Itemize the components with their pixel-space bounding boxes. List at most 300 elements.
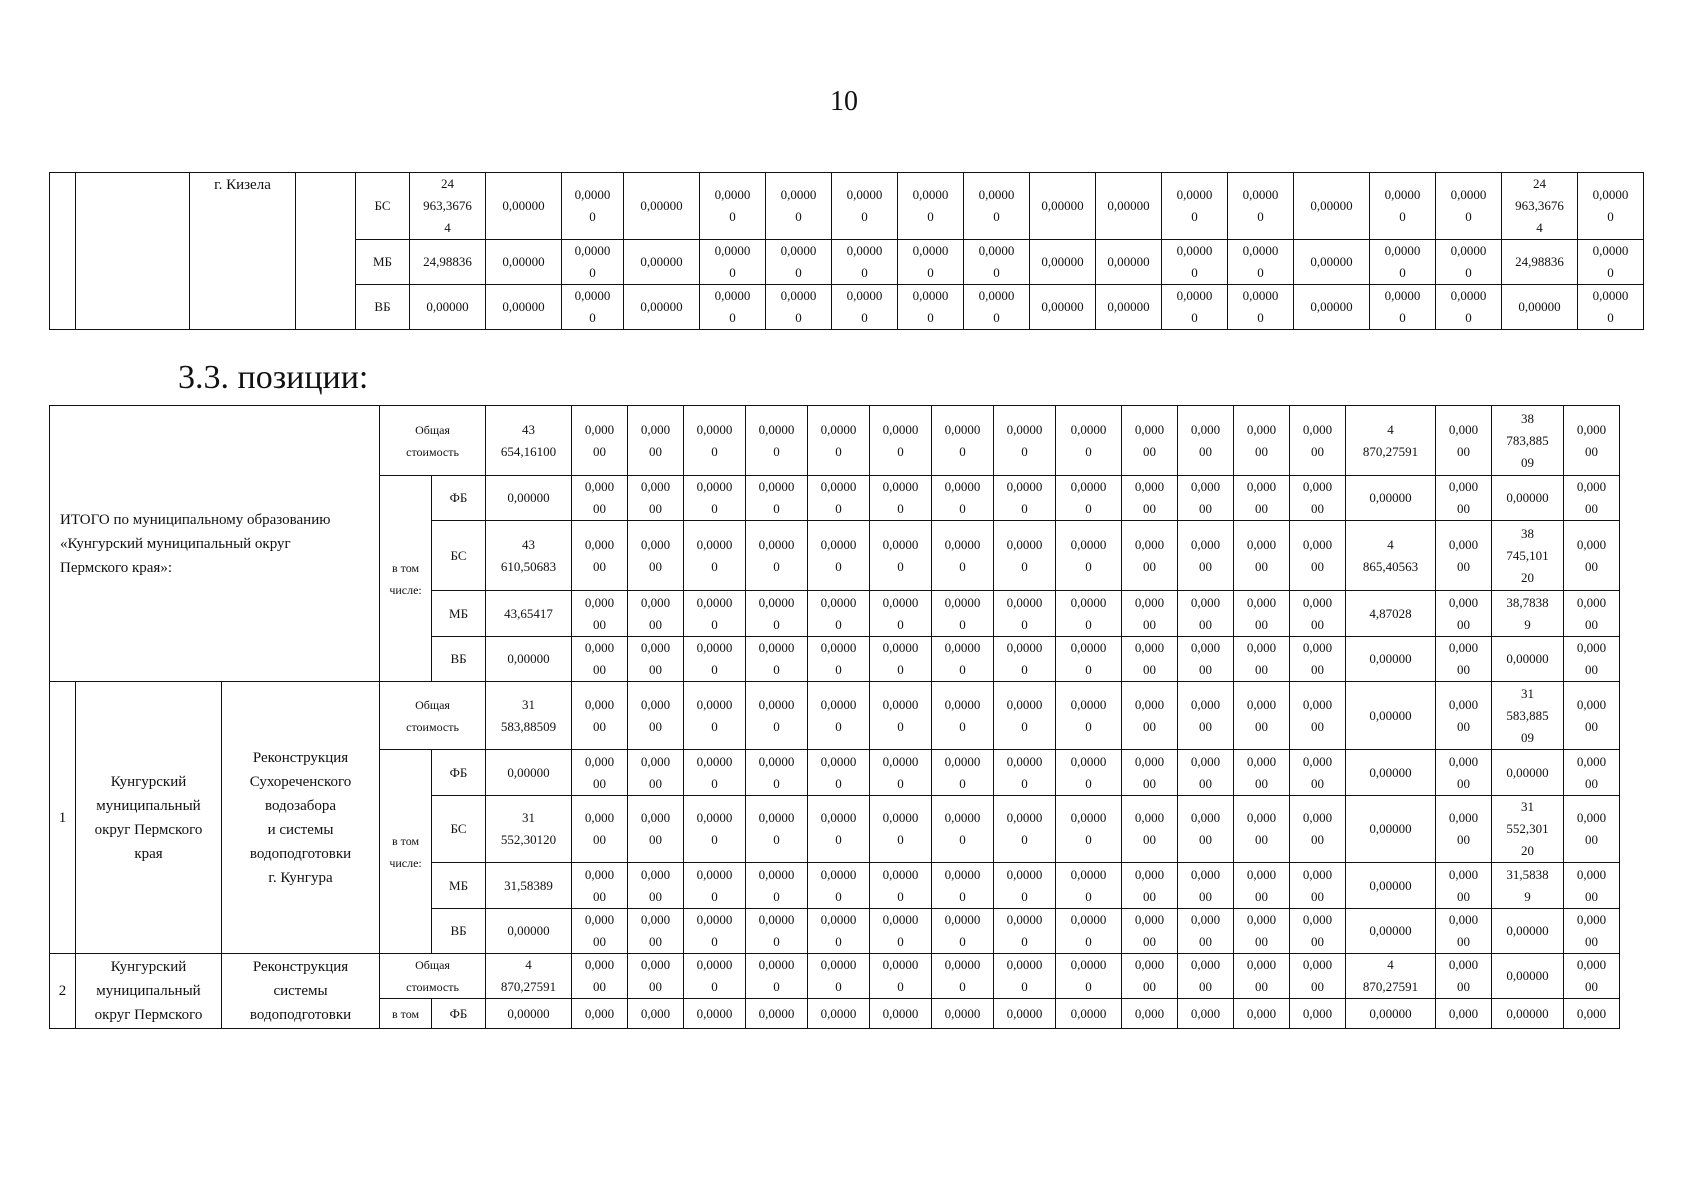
- value-cell: 0,0000 0: [994, 521, 1056, 591]
- value-cell: 0,000 00: [1234, 637, 1290, 682]
- value-cell: 0,00000: [1492, 954, 1564, 999]
- value-cell: 0,00000: [1346, 682, 1436, 750]
- value-cell: 0,000 00: [628, 406, 684, 476]
- value-cell: 0,000 00: [628, 909, 684, 954]
- value-cell: 0,0000 0: [994, 591, 1056, 637]
- value-cell: 0,000 00: [628, 796, 684, 863]
- value-cell: 0,000 00: [1290, 521, 1346, 591]
- value-cell: 0,0000 0: [746, 750, 808, 796]
- value-cell: 0,000 00: [1436, 909, 1492, 954]
- owner-name: Кунгурский муниципальный округ Пермского: [76, 954, 222, 1029]
- value-cell: 0,000 00: [1234, 796, 1290, 863]
- value-cell: 31 552,30120: [486, 796, 572, 863]
- value-cell: 0,0000 0: [1056, 406, 1122, 476]
- value-cell: 0,000 00: [1564, 954, 1620, 999]
- value-cell: 0,000 00: [1122, 521, 1178, 591]
- source-label: БС: [432, 796, 486, 863]
- source-label: МБ: [356, 240, 410, 285]
- value-cell: 0,0000 0: [808, 750, 870, 796]
- value-cell: 0,00000: [486, 240, 562, 285]
- value-cell: 0,0000: [746, 999, 808, 1029]
- value-cell: 0,000 00: [1436, 637, 1492, 682]
- value-cell: 0,0000 0: [964, 240, 1030, 285]
- value-cell: 0,0000 0: [932, 796, 994, 863]
- value-cell: 0,0000 0: [746, 796, 808, 863]
- value-cell: 31 583,88509: [486, 682, 572, 750]
- value-cell: 43 654,16100: [486, 406, 572, 476]
- value-cell: 0,0000 0: [994, 796, 1056, 863]
- value-cell: 0,0000 0: [684, 863, 746, 909]
- value-cell: 0,000 00: [572, 637, 628, 682]
- value-cell: 0,000 00: [1564, 750, 1620, 796]
- value-cell: 0,0000 0: [1056, 909, 1122, 954]
- value-cell: 0,0000 0: [808, 591, 870, 637]
- value-cell: 0,0000 0: [684, 750, 746, 796]
- value-cell: 0,0000 0: [1056, 476, 1122, 521]
- value-cell: 0,000 00: [1436, 521, 1492, 591]
- value-cell: 0,000 00: [1178, 954, 1234, 999]
- value-cell: 31,5838 9: [1492, 863, 1564, 909]
- value-cell: 0,000: [1122, 999, 1178, 1029]
- value-cell: 0,0000 0: [994, 682, 1056, 750]
- value-cell: 0,0000 0: [898, 240, 964, 285]
- value-cell: 0,0000 0: [684, 591, 746, 637]
- value-cell: 0,0000 0: [808, 406, 870, 476]
- value-cell: 0,0000 0: [1056, 796, 1122, 863]
- value-cell: 0,00000: [1346, 750, 1436, 796]
- value-cell: 0,0000 0: [684, 637, 746, 682]
- value-cell: 0,0000 0: [746, 637, 808, 682]
- value-cell: 0,0000 0: [1056, 750, 1122, 796]
- value-cell: 0,0000 0: [1370, 240, 1436, 285]
- value-cell: 0,0000 0: [964, 173, 1030, 240]
- value-cell: 0,0000 0: [746, 682, 808, 750]
- value-cell: 0,0000 0: [1056, 682, 1122, 750]
- value-cell: 0,00000: [1030, 240, 1096, 285]
- value-cell: 0,000 00: [1234, 406, 1290, 476]
- value-cell: 0,0000 0: [932, 954, 994, 999]
- value-cell: 0,0000 0: [746, 406, 808, 476]
- value-cell: 0,000 00: [1178, 406, 1234, 476]
- value-cell: 0,000 00: [1290, 909, 1346, 954]
- value-cell: 4 865,40563: [1346, 521, 1436, 591]
- value-cell: 0,0000 0: [808, 521, 870, 591]
- table-row: [50, 682, 1620, 750]
- value-cell: 0,00000: [486, 909, 572, 954]
- value-cell: 0,000 00: [1178, 909, 1234, 954]
- value-cell: 0,000 00: [1436, 954, 1492, 999]
- total-cost-label: Общая стоимость: [380, 954, 486, 999]
- value-cell: 0,000 00: [572, 909, 628, 954]
- table-row: [50, 173, 1644, 240]
- value-cell: 0,00000: [1492, 999, 1564, 1029]
- value-cell: 0,00000: [1492, 637, 1564, 682]
- value-cell: 0,0000 0: [808, 909, 870, 954]
- value-cell: 38 745,101 20: [1492, 521, 1564, 591]
- value-cell: 0,000 00: [1290, 750, 1346, 796]
- value-cell: 0,0000 0: [994, 476, 1056, 521]
- value-cell: 0,000 00: [1436, 863, 1492, 909]
- source-label: ВБ: [356, 285, 410, 330]
- value-cell: 0,0000 0: [684, 909, 746, 954]
- value-cell: 0,0000 0: [932, 476, 994, 521]
- value-cell: 0,00000: [1030, 173, 1096, 240]
- value-cell: 0,000 00: [1178, 591, 1234, 637]
- value-cell: 0,0000: [932, 999, 994, 1029]
- value-cell: 0,000: [572, 999, 628, 1029]
- value-cell: 0,000 00: [572, 796, 628, 863]
- value-cell: 0,000 00: [1436, 476, 1492, 521]
- value-cell: 0,00000: [1294, 285, 1370, 330]
- value-cell: 0,000 00: [628, 954, 684, 999]
- source-label: БС: [432, 521, 486, 591]
- value-cell: 0,0000 0: [1228, 173, 1294, 240]
- value-cell: 0,0000 0: [684, 476, 746, 521]
- value-cell: 43,65417: [486, 591, 572, 637]
- value-cell: 0,000 00: [1234, 954, 1290, 999]
- value-cell: 0,0000: [870, 999, 932, 1029]
- value-cell: 0,000 00: [572, 954, 628, 999]
- value-cell: 38,7838 9: [1492, 591, 1564, 637]
- value-cell: 0,0000 0: [766, 173, 832, 240]
- value-cell: 0,000 00: [572, 521, 628, 591]
- value-cell: 0,000 00: [628, 750, 684, 796]
- value-cell: 0,000 00: [1436, 682, 1492, 750]
- value-cell: 0,0000 0: [766, 285, 832, 330]
- source-label: ФБ: [432, 999, 486, 1029]
- value-cell: 0,000: [1436, 999, 1492, 1029]
- value-cell: 0,00000: [486, 637, 572, 682]
- value-cell: 43 610,50683: [486, 521, 572, 591]
- value-cell: 0,0000 0: [684, 406, 746, 476]
- value-cell: 0,00000: [486, 999, 572, 1029]
- value-cell: 0,0000 0: [1578, 240, 1644, 285]
- section-heading: 3.3. позиции:: [178, 359, 369, 396]
- value-cell: 0,00000: [1294, 240, 1370, 285]
- value-cell: 0,0000 0: [898, 285, 964, 330]
- value-cell: 0,0000 0: [870, 954, 932, 999]
- value-cell: 0,000 00: [1122, 750, 1178, 796]
- value-cell: 0,0000 0: [994, 909, 1056, 954]
- value-cell: 0,0000 0: [870, 476, 932, 521]
- value-cell: 0,000 00: [628, 476, 684, 521]
- value-cell: 0,000 00: [1290, 863, 1346, 909]
- value-cell: 0,00000: [1502, 285, 1578, 330]
- blank-cell: [76, 173, 190, 330]
- value-cell: 0,00000: [1096, 240, 1162, 285]
- value-cell: 0,0000 0: [808, 637, 870, 682]
- value-cell: 0,000 00: [1122, 682, 1178, 750]
- value-cell: 0,0000 0: [870, 591, 932, 637]
- value-cell: 0,00000: [1346, 909, 1436, 954]
- value-cell: 0,0000 0: [684, 521, 746, 591]
- source-label: МБ: [432, 591, 486, 637]
- value-cell: 0,00000: [1030, 285, 1096, 330]
- value-cell: 0,0000: [808, 999, 870, 1029]
- value-cell: 0,00000: [1492, 750, 1564, 796]
- value-cell: 4 870,27591: [1346, 954, 1436, 999]
- value-cell: 0,0000 0: [684, 682, 746, 750]
- value-cell: 0,000 00: [1234, 476, 1290, 521]
- value-cell: 0,000 00: [1436, 796, 1492, 863]
- value-cell: 0,0000 0: [870, 682, 932, 750]
- value-cell: 0,00000: [1346, 796, 1436, 863]
- value-cell: 0,000 00: [1564, 521, 1620, 591]
- value-cell: 0,000 00: [1564, 682, 1620, 750]
- value-cell: 0,0000 0: [1436, 285, 1502, 330]
- source-label: МБ: [432, 863, 486, 909]
- value-cell: 0,0000 0: [1056, 954, 1122, 999]
- value-cell: 0,000 00: [1178, 682, 1234, 750]
- value-cell: 0,0000 0: [684, 796, 746, 863]
- value-cell: 0,0000 0: [1162, 285, 1228, 330]
- page-number: 10: [830, 86, 858, 117]
- value-cell: 0,000 00: [1122, 796, 1178, 863]
- value-cell: 0,000 00: [628, 591, 684, 637]
- value-cell: 24,98836: [410, 240, 486, 285]
- value-cell: 0,00000: [1346, 476, 1436, 521]
- value-cell: 0,0000 0: [994, 406, 1056, 476]
- value-cell: 0,000 00: [1290, 591, 1346, 637]
- value-cell: 0,000 00: [1564, 637, 1620, 682]
- value-cell: 0,00000: [1346, 637, 1436, 682]
- object-name: Реконструкция Сухореченского водозабора и системы водоподготовки г. Кунгура: [222, 682, 380, 954]
- positions-table: [49, 405, 1620, 1029]
- value-cell: 31 583,885 09: [1492, 682, 1564, 750]
- value-cell: 0,0000 0: [964, 285, 1030, 330]
- value-cell: 0,0000 0: [932, 750, 994, 796]
- value-cell: 0,0000 0: [684, 954, 746, 999]
- value-cell: 0,00000: [1346, 863, 1436, 909]
- value-cell: 0,0000 0: [870, 863, 932, 909]
- value-cell: 0,00000: [1294, 173, 1370, 240]
- source-label: ВБ: [432, 909, 486, 954]
- row-number: 2: [50, 954, 76, 1029]
- value-cell: 0,0000 0: [1578, 285, 1644, 330]
- value-cell: 0,0000 0: [1056, 591, 1122, 637]
- value-cell: 38 783,885 09: [1492, 406, 1564, 476]
- value-cell: 0,0000 0: [1162, 173, 1228, 240]
- source-label: ВБ: [432, 637, 486, 682]
- value-cell: 0,0000 0: [1370, 285, 1436, 330]
- value-cell: 0,0000 0: [766, 240, 832, 285]
- value-cell: 0,0000 0: [1578, 173, 1644, 240]
- value-cell: 0,0000 0: [870, 750, 932, 796]
- value-cell: 24 963,3676 4: [410, 173, 486, 240]
- value-cell: 0,0000 0: [808, 954, 870, 999]
- value-cell: 0,0000 0: [746, 476, 808, 521]
- value-cell: 0,000: [1290, 999, 1346, 1029]
- value-cell: 31,58389: [486, 863, 572, 909]
- value-cell: 0,000 00: [1436, 591, 1492, 637]
- value-cell: 0,0000 0: [746, 863, 808, 909]
- value-cell: 0,000 00: [1178, 637, 1234, 682]
- value-cell: 0,000 00: [1178, 750, 1234, 796]
- value-cell: 0,000 00: [1234, 591, 1290, 637]
- value-cell: 0,000 00: [1290, 796, 1346, 863]
- value-cell: 0,000 00: [1122, 637, 1178, 682]
- in-that-label: в том числе:: [380, 750, 432, 954]
- value-cell: 0,000 00: [628, 637, 684, 682]
- itogo-title: ИТОГО по муниципальному образованию «Кунгурский муниципальный округ Пермского края»:: [50, 406, 380, 682]
- total-cost-label: Общая стоимость: [380, 406, 486, 476]
- value-cell: 0,000 00: [1436, 406, 1492, 476]
- value-cell: 31 552,301 20: [1492, 796, 1564, 863]
- value-cell: 24 963,3676 4: [1502, 173, 1578, 240]
- value-cell: 0,000 00: [1564, 406, 1620, 476]
- value-cell: 0,000 00: [1564, 476, 1620, 521]
- value-cell: 0,0000 0: [700, 240, 766, 285]
- value-cell: 0,000: [1178, 999, 1234, 1029]
- value-cell: 0,000 00: [628, 521, 684, 591]
- value-cell: 0,0000: [994, 999, 1056, 1029]
- top-block-table: [49, 172, 1644, 330]
- value-cell: 0,000 00: [1178, 796, 1234, 863]
- value-cell: 0,000 00: [572, 476, 628, 521]
- value-cell: 0,00000: [486, 285, 562, 330]
- value-cell: 24,98836: [1502, 240, 1578, 285]
- value-cell: 0,000 00: [1290, 637, 1346, 682]
- value-cell: 0,0000: [684, 999, 746, 1029]
- value-cell: 0,0000 0: [1228, 285, 1294, 330]
- value-cell: 0,000 00: [572, 682, 628, 750]
- value-cell: 0,000 00: [1290, 682, 1346, 750]
- in-that-label: в том: [380, 999, 432, 1029]
- value-cell: 0,000 00: [1178, 863, 1234, 909]
- value-cell: 0,00000: [624, 173, 700, 240]
- value-cell: 0,0000 0: [832, 240, 898, 285]
- table-row: [50, 954, 1620, 999]
- value-cell: 0,0000: [1056, 999, 1122, 1029]
- value-cell: 0,0000 0: [870, 406, 932, 476]
- value-cell: 0,000 00: [1122, 909, 1178, 954]
- value-cell: 0,0000 0: [562, 285, 624, 330]
- value-cell: 0,0000 0: [746, 909, 808, 954]
- value-cell: 0,0000 0: [932, 406, 994, 476]
- value-cell: 0,00000: [1492, 909, 1564, 954]
- source-label: ФБ: [432, 750, 486, 796]
- source-label: БС: [356, 173, 410, 240]
- value-cell: 0,000 00: [1290, 954, 1346, 999]
- value-cell: 0,0000 0: [1436, 173, 1502, 240]
- value-cell: 0,0000 0: [932, 637, 994, 682]
- value-cell: 0,000 00: [1234, 750, 1290, 796]
- value-cell: 0,00000: [624, 240, 700, 285]
- value-cell: 0,000 00: [628, 682, 684, 750]
- value-cell: 0,0000 0: [932, 863, 994, 909]
- value-cell: 0,00000: [1096, 173, 1162, 240]
- value-cell: 0,000 00: [628, 863, 684, 909]
- value-cell: 0,0000 0: [700, 173, 766, 240]
- value-cell: 0,000 00: [1122, 954, 1178, 999]
- value-cell: 0,00000: [486, 476, 572, 521]
- value-cell: 4 870,27591: [1346, 406, 1436, 476]
- value-cell: 0,000 00: [572, 406, 628, 476]
- value-cell: 0,0000 0: [808, 863, 870, 909]
- value-cell: 0,0000 0: [932, 591, 994, 637]
- value-cell: 0,0000 0: [1436, 240, 1502, 285]
- value-cell: 0,0000 0: [1228, 240, 1294, 285]
- value-cell: 0,0000 0: [808, 682, 870, 750]
- value-cell: 0,0000 0: [870, 637, 932, 682]
- value-cell: 0,0000 0: [994, 954, 1056, 999]
- value-cell: 0,000 00: [1436, 750, 1492, 796]
- value-cell: 0,0000 0: [1056, 637, 1122, 682]
- value-cell: 0,000 00: [1234, 682, 1290, 750]
- total-cost-label: Общая стоимость: [380, 682, 486, 750]
- value-cell: 0,000 00: [1564, 909, 1620, 954]
- value-cell: 0,0000 0: [808, 476, 870, 521]
- value-cell: 0,0000 0: [832, 285, 898, 330]
- value-cell: 0,00000: [410, 285, 486, 330]
- value-cell: 0,000 00: [1234, 863, 1290, 909]
- value-cell: 0,0000 0: [870, 796, 932, 863]
- value-cell: 0,00000: [1346, 999, 1436, 1029]
- value-cell: 0,00000: [1096, 285, 1162, 330]
- value-cell: 0,000 00: [1178, 521, 1234, 591]
- value-cell: 0,0000 0: [870, 521, 932, 591]
- value-cell: 0,0000 0: [746, 954, 808, 999]
- municipality-name: г. Кизела: [190, 173, 296, 330]
- value-cell: 0,0000 0: [1162, 240, 1228, 285]
- value-cell: 0,000 00: [1564, 796, 1620, 863]
- value-cell: 0,00000: [486, 173, 562, 240]
- value-cell: 0,000: [628, 999, 684, 1029]
- object-name: Реконструкция системы водоподготовки: [222, 954, 380, 1029]
- value-cell: 0,00000: [486, 750, 572, 796]
- value-cell: 0,00000: [1492, 476, 1564, 521]
- in-that-label: в том числе:: [380, 476, 432, 682]
- value-cell: 0,000 00: [1290, 476, 1346, 521]
- value-cell: 0,0000 0: [562, 173, 624, 240]
- value-cell: 0,000 00: [572, 863, 628, 909]
- value-cell: 0,000 00: [1178, 476, 1234, 521]
- value-cell: 0,000 00: [1564, 863, 1620, 909]
- value-cell: 0,000 00: [1234, 909, 1290, 954]
- value-cell: 0,000 00: [572, 591, 628, 637]
- row-number: 1: [50, 682, 76, 954]
- value-cell: 0,0000 0: [932, 909, 994, 954]
- source-label: ФБ: [432, 476, 486, 521]
- value-cell: 0,0000 0: [994, 863, 1056, 909]
- value-cell: 0,000 00: [572, 750, 628, 796]
- owner-name: Кунгурский муниципальный округ Пермского края: [76, 682, 222, 954]
- value-cell: 0,0000 0: [832, 173, 898, 240]
- value-cell: 0,0000 0: [1056, 521, 1122, 591]
- value-cell: 0,000 00: [1122, 863, 1178, 909]
- blank-cell: [296, 173, 356, 330]
- value-cell: 0,00000: [624, 285, 700, 330]
- value-cell: 0,0000 0: [1370, 173, 1436, 240]
- value-cell: 0,0000 0: [932, 682, 994, 750]
- value-cell: 0,0000 0: [746, 521, 808, 591]
- value-cell: 0,0000 0: [562, 240, 624, 285]
- value-cell: 0,000: [1564, 999, 1620, 1029]
- table-row: [50, 406, 1620, 476]
- value-cell: 0,0000 0: [932, 521, 994, 591]
- value-cell: 0,000 00: [1290, 406, 1346, 476]
- value-cell: 0,0000 0: [870, 909, 932, 954]
- value-cell: 0,0000 0: [1056, 863, 1122, 909]
- value-cell: 0,0000 0: [994, 637, 1056, 682]
- value-cell: 0,000 00: [1564, 591, 1620, 637]
- value-cell: 0,000 00: [1122, 476, 1178, 521]
- value-cell: 0,0000 0: [746, 591, 808, 637]
- value-cell: 0,000 00: [1122, 406, 1178, 476]
- value-cell: 0,000 00: [1234, 521, 1290, 591]
- value-cell: 0,0000 0: [808, 796, 870, 863]
- value-cell: 0,000: [1234, 999, 1290, 1029]
